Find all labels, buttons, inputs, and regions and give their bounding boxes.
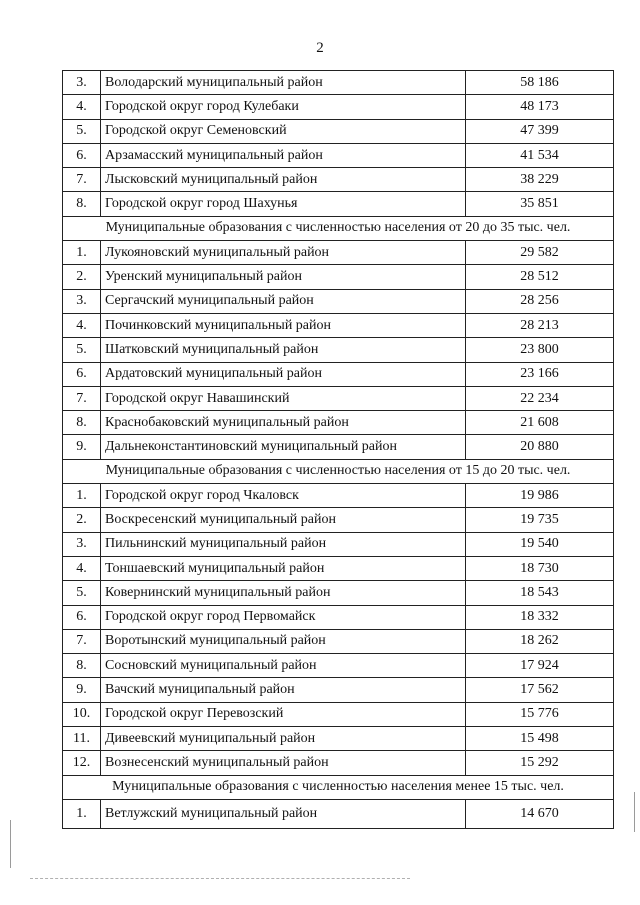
table-row	[63, 192, 614, 216]
population-value: 22 234	[466, 386, 614, 410]
municipality-name: Городской округ город Кулебаки	[101, 95, 466, 119]
municipality-name: Городской округ город Первомайск	[101, 605, 466, 629]
population-value: 28 213	[466, 313, 614, 337]
population-value: 41 534	[466, 143, 614, 167]
population-value: 14 670	[466, 799, 614, 828]
municipality-name: Краснобаковский муниципальный район	[101, 411, 466, 435]
municipality-name: Тоншаевский муниципальный район	[101, 556, 466, 580]
row-number: 3.	[63, 71, 101, 95]
municipality-name: Ветлужский муниципальный район	[101, 799, 466, 828]
row-number: 2.	[63, 265, 101, 289]
row-number: 11.	[63, 727, 101, 751]
row-number: 8.	[63, 411, 101, 435]
population-value: 18 262	[466, 629, 614, 653]
table-row	[63, 95, 614, 119]
row-number: 5.	[63, 338, 101, 362]
population-value: 47 399	[466, 119, 614, 143]
population-value: 38 229	[466, 168, 614, 192]
municipality-name: Городской округ Перевозский	[101, 702, 466, 726]
section-heading: Муниципальные образования с численностью населения от 15 до 20 тыс. чел.	[63, 459, 614, 483]
population-value: 23 166	[466, 362, 614, 386]
municipality-name: Лукояновский муниципальный район	[101, 241, 466, 265]
row-number: 1.	[63, 484, 101, 508]
municipality-name: Уренский муниципальный район	[101, 265, 466, 289]
municipality-name: Дивеевский муниципальный район	[101, 727, 466, 751]
table-row	[63, 362, 614, 386]
row-number: 7.	[63, 386, 101, 410]
municipality-name: Володарский муниципальный район	[101, 71, 466, 95]
table-row	[63, 338, 614, 362]
population-value: 18 332	[466, 605, 614, 629]
population-value: 28 256	[466, 289, 614, 313]
section-heading: Муниципальные образования с численностью населения менее 15 тыс. чел.	[63, 775, 614, 799]
row-number: 1.	[63, 799, 101, 828]
row-number: 8.	[63, 654, 101, 678]
row-number: 8.	[63, 192, 101, 216]
population-value: 15 498	[466, 727, 614, 751]
municipality-name: Сергачский муниципальный район	[101, 289, 466, 313]
population-value: 23 800	[466, 338, 614, 362]
row-number: 1.	[63, 241, 101, 265]
municipality-name: Починковский муниципальный район	[101, 313, 466, 337]
population-value: 17 562	[466, 678, 614, 702]
row-number: 9.	[63, 435, 101, 459]
table-row	[63, 484, 614, 508]
table-row	[63, 143, 614, 167]
table-row	[63, 435, 614, 459]
table-row	[63, 411, 614, 435]
row-number: 7.	[63, 629, 101, 653]
municipality-name: Городской округ город Шахунья	[101, 192, 466, 216]
population-value: 19 986	[466, 484, 614, 508]
table-row	[63, 168, 614, 192]
page-number: 2	[316, 40, 324, 56]
row-number: 5.	[63, 581, 101, 605]
population-value: 35 851	[466, 192, 614, 216]
row-number: 7.	[63, 168, 101, 192]
municipality-name: Ардатовский муниципальный район	[101, 362, 466, 386]
table-row	[63, 581, 614, 605]
municipality-name: Пильнинский муниципальный район	[101, 532, 466, 556]
population-value: 18 730	[466, 556, 614, 580]
municipality-name: Лысковский муниципальный район	[101, 168, 466, 192]
population-value: 29 582	[466, 241, 614, 265]
municipality-name: Дальнеконстантиновский муниципальный район	[101, 435, 466, 459]
table-row	[63, 702, 614, 726]
table-row	[63, 727, 614, 751]
population-value: 18 543	[466, 581, 614, 605]
table-row	[63, 799, 614, 828]
municipality-name: Вознесенский муниципальный район	[101, 751, 466, 775]
table-row	[63, 532, 614, 556]
table-row	[63, 289, 614, 313]
left-margin-mark	[10, 820, 11, 868]
footer-line	[30, 878, 410, 879]
row-number: 5.	[63, 119, 101, 143]
municipality-name: Городской округ Семеновский	[101, 119, 466, 143]
row-number: 6.	[63, 362, 101, 386]
table-row	[63, 241, 614, 265]
section-heading-row	[63, 775, 614, 799]
row-number: 2.	[63, 508, 101, 532]
municipality-name: Ковернинский муниципальный район	[101, 581, 466, 605]
row-number: 4.	[63, 556, 101, 580]
table-row	[63, 386, 614, 410]
population-value: 58 186	[466, 71, 614, 95]
municipality-name: Арзамасский муниципальный район	[101, 143, 466, 167]
table-row	[63, 556, 614, 580]
right-margin-mark	[634, 792, 635, 832]
row-number: 12.	[63, 751, 101, 775]
municipality-name: Воротынский муниципальный район	[101, 629, 466, 653]
table-row	[63, 265, 614, 289]
row-number: 4.	[63, 313, 101, 337]
population-value: 15 292	[466, 751, 614, 775]
section-heading: Муниципальные образования с численностью населения от 20 до 35 тыс. чел.	[63, 216, 614, 240]
population-value: 17 924	[466, 654, 614, 678]
table-body	[63, 71, 614, 829]
municipality-name: Вачский муниципальный район	[101, 678, 466, 702]
row-number: 3.	[63, 289, 101, 313]
table-row	[63, 119, 614, 143]
section-heading-row	[63, 459, 614, 483]
row-number: 6.	[63, 143, 101, 167]
population-value: 19 735	[466, 508, 614, 532]
table-row	[63, 678, 614, 702]
municipality-name: Городской округ город Чкаловск	[101, 484, 466, 508]
table-row	[63, 751, 614, 775]
row-number: 9.	[63, 678, 101, 702]
municipality-name: Городской округ Навашинский	[101, 386, 466, 410]
population-value: 48 173	[466, 95, 614, 119]
table-row	[63, 654, 614, 678]
table-row	[63, 71, 614, 95]
municipality-name: Сосновский муниципальный район	[101, 654, 466, 678]
row-number: 4.	[63, 95, 101, 119]
table-row	[63, 508, 614, 532]
section-heading-row	[63, 216, 614, 240]
table-row	[63, 629, 614, 653]
municipality-name: Шатковский муниципальный район	[101, 338, 466, 362]
row-number: 6.	[63, 605, 101, 629]
population-value: 15 776	[466, 702, 614, 726]
population-value: 20 880	[466, 435, 614, 459]
population-value: 19 540	[466, 532, 614, 556]
row-number: 3.	[63, 532, 101, 556]
population-table	[62, 70, 614, 829]
municipality-name: Воскресенский муниципальный район	[101, 508, 466, 532]
population-value: 21 608	[466, 411, 614, 435]
row-number: 10.	[63, 702, 101, 726]
table-row	[63, 313, 614, 337]
population-value: 28 512	[466, 265, 614, 289]
table-row	[63, 605, 614, 629]
